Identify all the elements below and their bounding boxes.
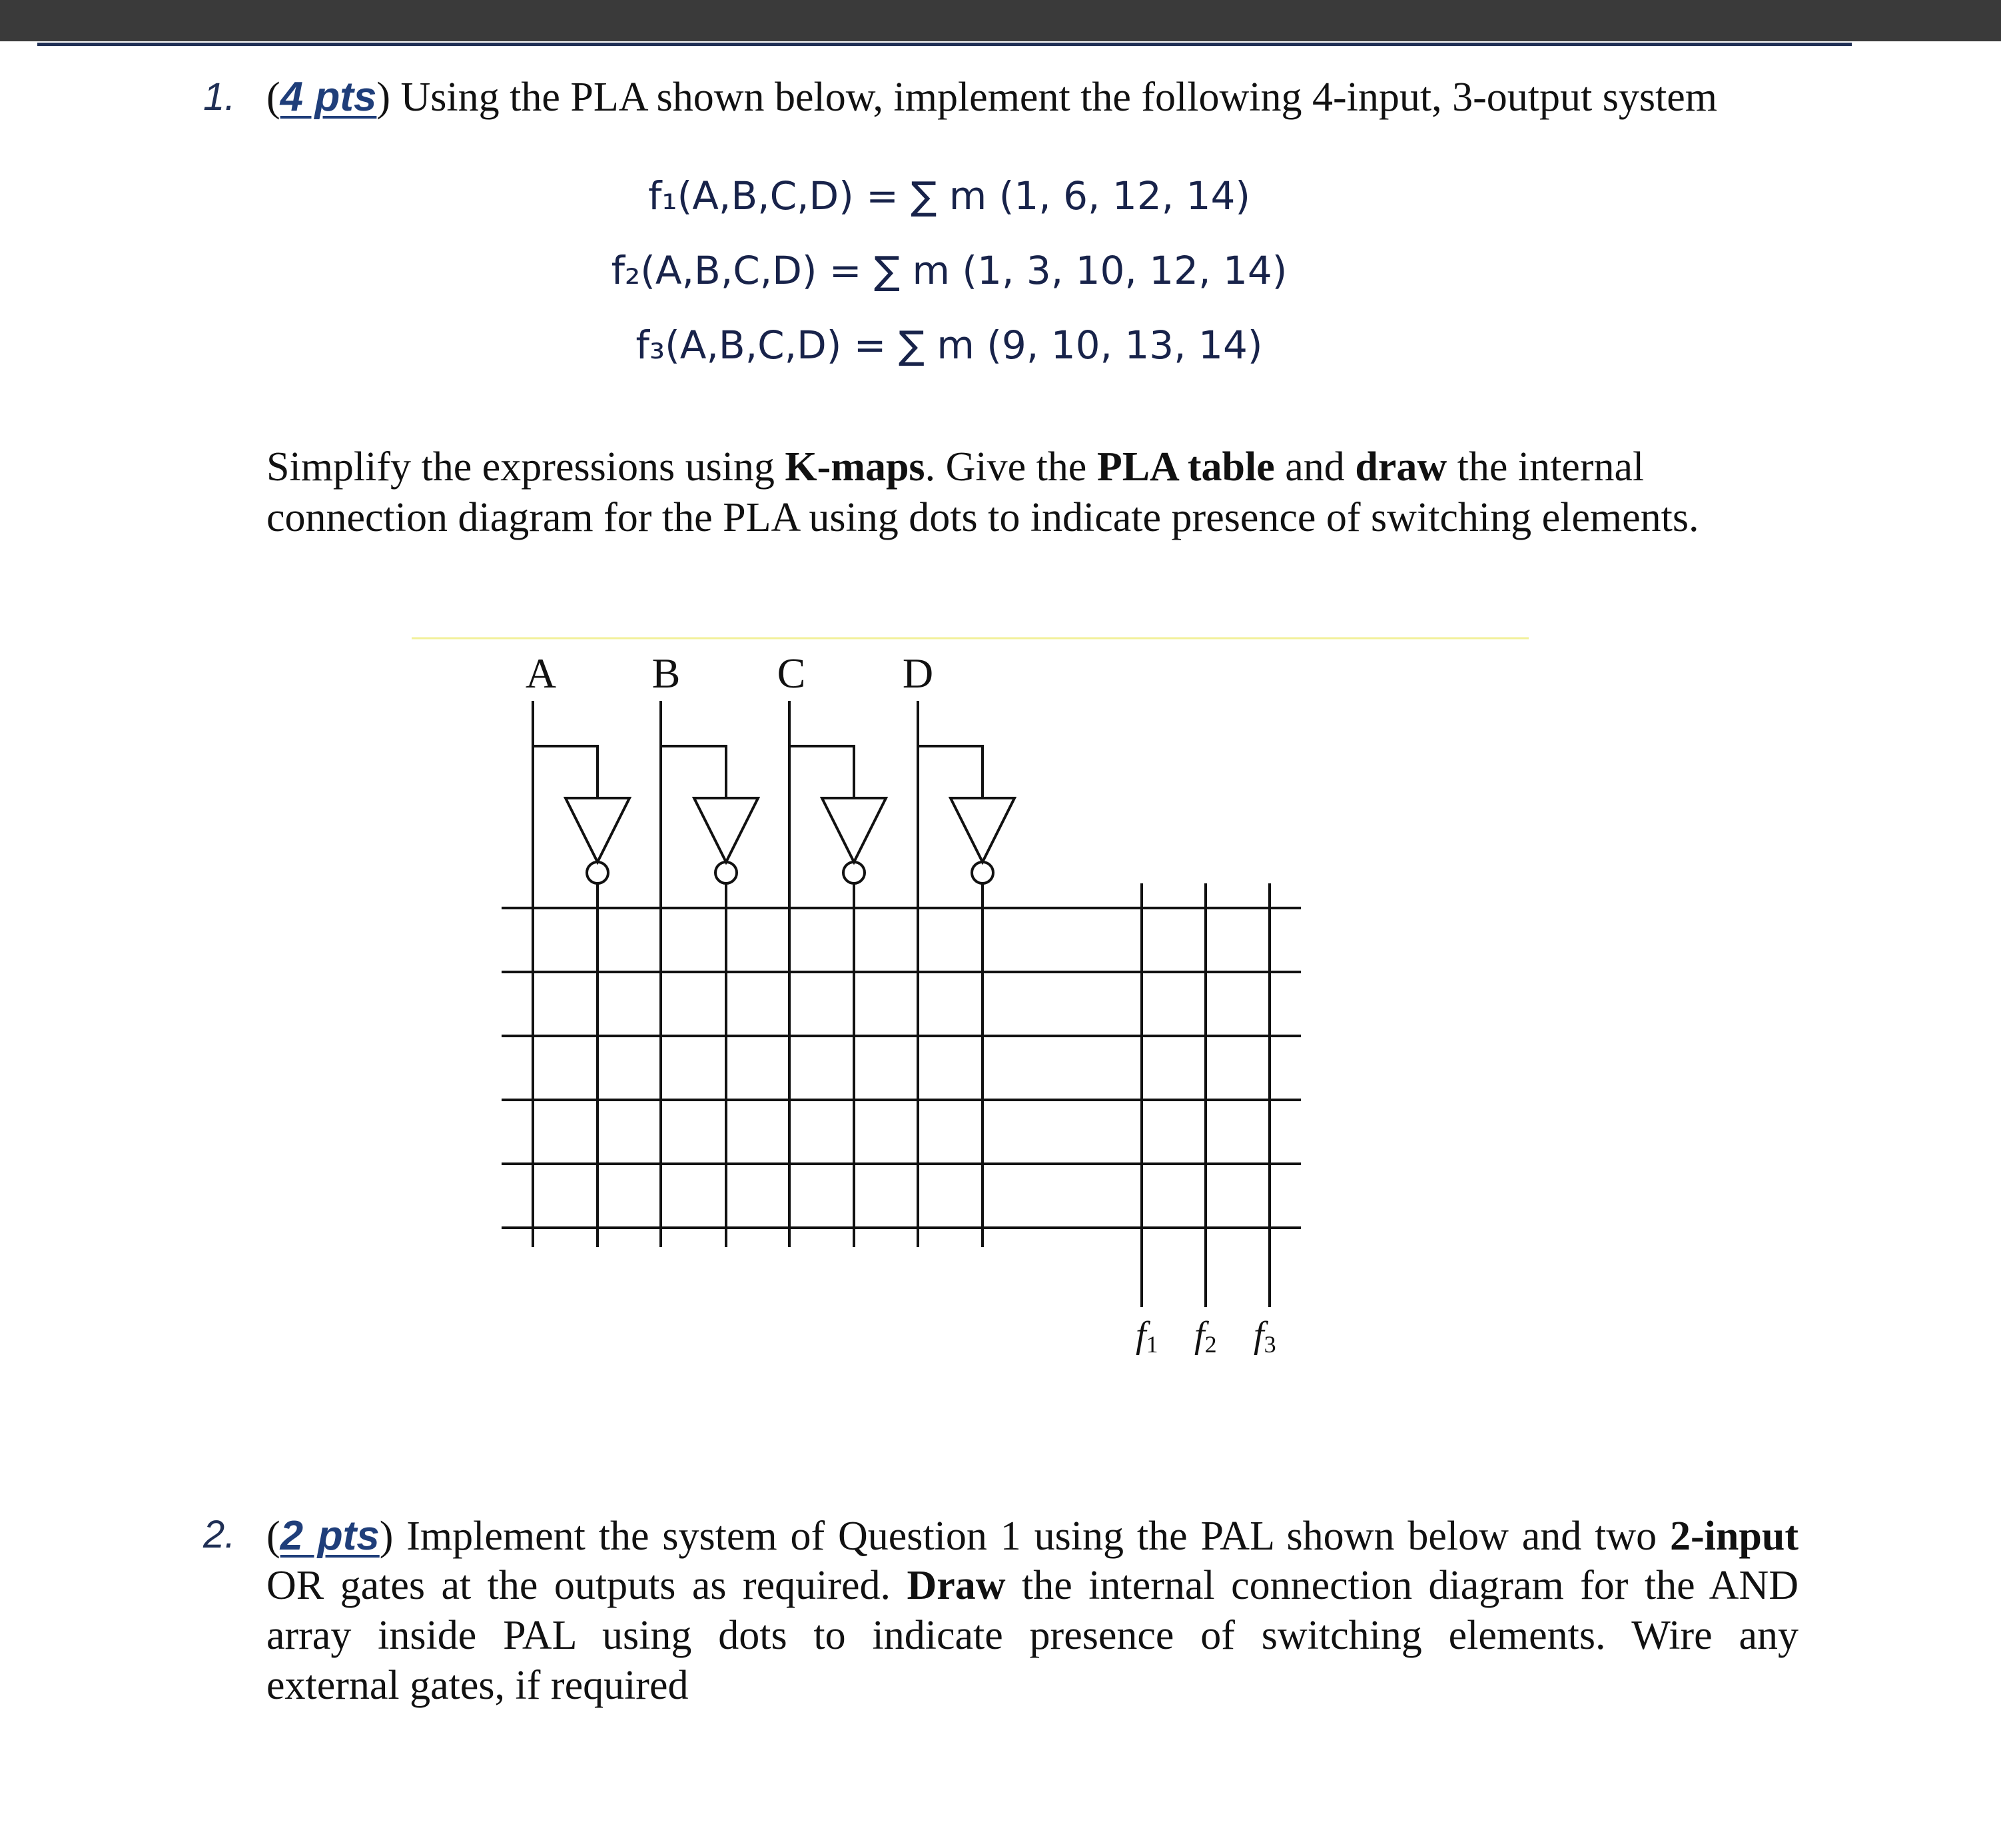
instructions-line-1: Simplify the expressions using K-maps. Give the PLA table and draw the internal (266, 444, 1645, 490)
branch-b (661, 746, 726, 798)
inverter-bubble-b (715, 862, 737, 883)
two-input-term: 2-input (1670, 1514, 1799, 1559)
q2-draw-term: Draw (907, 1563, 1006, 1608)
inverter-d (951, 798, 1014, 862)
kmaps-term: K-maps (785, 444, 925, 490)
draw-term: draw (1355, 444, 1447, 490)
equation-f1: f₁(A,B,C,D) = ∑ m (1, 6, 12, 14) (647, 173, 1251, 219)
equation-f2: f₂(A,B,C,D) = ∑ m (1, 3, 10, 12, 14) (611, 248, 1288, 293)
question-1-points-link[interactable]: 4 pts (280, 74, 377, 120)
inverter-bubble-a (587, 862, 608, 883)
question-1-intro-text: Using the PLA shown below, implement the following 4-input, 3-output system (400, 75, 1717, 120)
equation-f3: f₃(A,B,C,D) = ∑ m (9, 10, 13, 14) (635, 322, 1263, 368)
output-label-f1: f1 (1136, 1314, 1158, 1358)
input-label-b: B (651, 650, 681, 697)
output-label-f2: f2 (1194, 1314, 1217, 1358)
input-label-c: C (777, 650, 806, 697)
question-2-number: 2. (203, 1513, 236, 1556)
question-2-line-2: OR gates at the outputs as required. Draw the internal connection diagram for the AND (266, 1563, 1799, 1608)
question-2-points-link[interactable]: 2 pts (280, 1513, 380, 1559)
input-label-d: D (902, 650, 934, 697)
pla-table-term: PLA table (1096, 444, 1275, 490)
question-1-number: 1. (203, 75, 236, 119)
question-2-line-3: array inside PAL using dots to indicate presence of switching elements. Wire any (266, 1613, 1799, 1658)
question-1-intro: (4 pts) Using the PLA shown below, implement the following 4-input, 3-output system (266, 74, 1717, 120)
output-label-f3: f3 (1254, 1314, 1276, 1358)
inverter-c (822, 798, 886, 862)
inverter-b (694, 798, 758, 862)
branch-c (789, 746, 854, 798)
question-2-line-1: (2 pts) Implement the system of Question 1 using the PAL shown below and two 2-input (266, 1513, 1799, 1559)
question-2-line-4: external gates, if required (266, 1663, 689, 1708)
instructions-line-2: connection diagram for the PLA using dots to indicate presence of switching elements. (266, 495, 1699, 540)
pla-wires (502, 701, 1301, 1307)
inverter-bubble-c (843, 862, 865, 883)
inverter-bubble-d (972, 862, 993, 883)
branch-a (533, 746, 598, 798)
inverter-a (566, 798, 629, 862)
input-label-a: A (525, 650, 557, 697)
branch-d (918, 746, 983, 798)
